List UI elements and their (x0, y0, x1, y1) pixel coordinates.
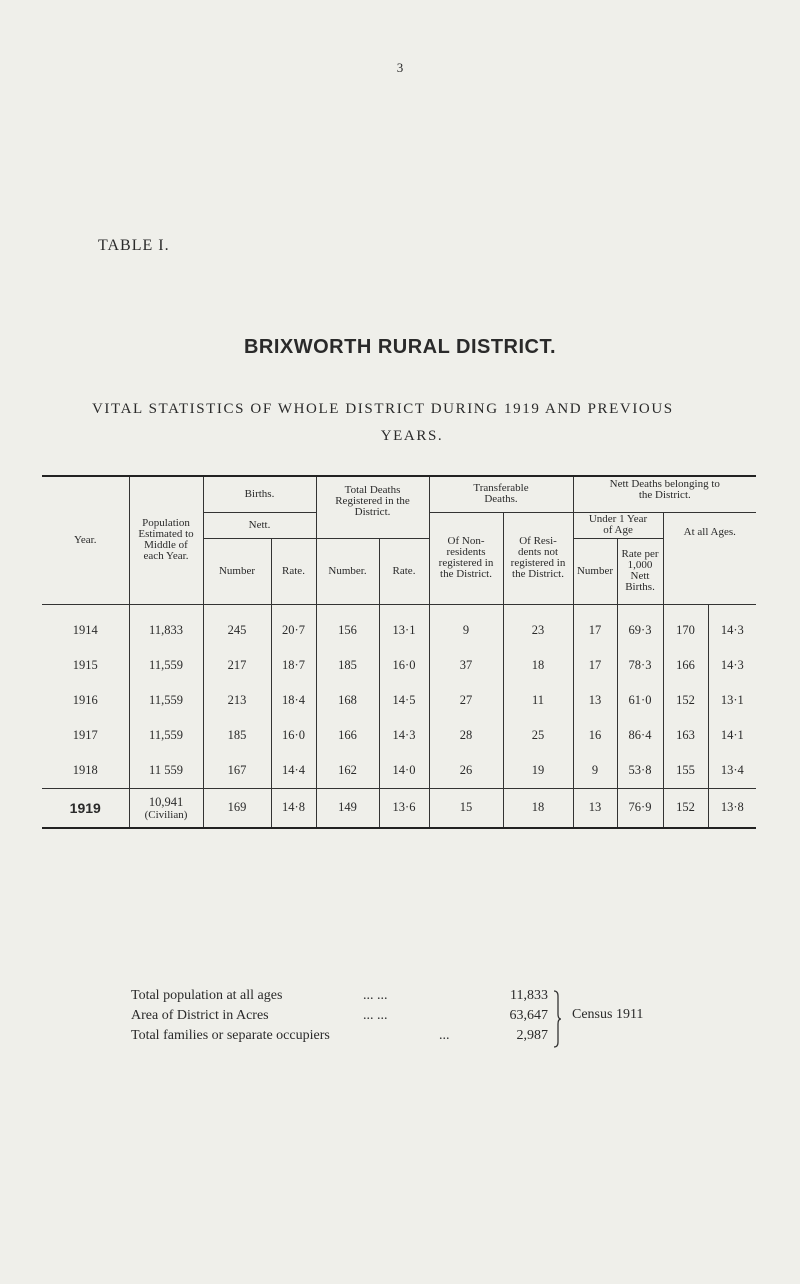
cell-all-number: 155 (663, 753, 708, 789)
summary-dots: ... ... (363, 988, 388, 1003)
cell-infant-rate: 78·3 (617, 648, 663, 683)
cell-births-rate: 18·7 (271, 648, 316, 683)
cell-year: 1917 (72, 727, 98, 742)
header-under-one-year: Under 1 Year of Age (573, 512, 663, 538)
cell-infant-number: 13 (573, 788, 617, 828)
cell-all-rate: 13·1 (708, 683, 756, 718)
summary-label: Total population at all ages (131, 988, 283, 1003)
cell-year: 1914 (72, 622, 98, 637)
cell-all-rate: 14·3 (708, 613, 756, 648)
document-subtitle (92, 396, 732, 450)
cell-births-rate: 18·4 (271, 683, 316, 718)
table-row (42, 648, 756, 683)
header-births-rate: Rate. (271, 538, 316, 604)
population-note: (Civilian) (144, 808, 188, 821)
cell-births-number: 217 (203, 648, 271, 683)
cell-births-number: 169 (203, 788, 271, 828)
cell-deaths-number: 166 (316, 718, 379, 753)
cell-year: 1918 (72, 762, 98, 777)
cell-population: 11,559 (129, 683, 203, 718)
cell-deaths-number: 185 (316, 648, 379, 683)
cell-deaths-number: 149 (316, 788, 379, 828)
cell-all-rate: 14·3 (708, 648, 756, 683)
table-row (42, 718, 756, 753)
header-infant-number: Number (573, 538, 617, 604)
cell-population: 11,559 (129, 718, 203, 753)
header-births-number: Number (203, 538, 271, 604)
cell-non-residents: 15 (429, 788, 503, 828)
header-population: Population Estimated to Middle of each Year. (129, 476, 203, 604)
cell-residents-not: 11 (503, 683, 573, 718)
header-all-ages: At all Ages. (663, 512, 756, 604)
header-nett-deaths: Nett Deaths belonging to the District. (573, 476, 756, 512)
cell-infant-number: 13 (573, 683, 617, 718)
cell-births-rate: 14·4 (271, 753, 316, 789)
cell-year: 1915 (72, 657, 98, 672)
cell-deaths-rate: 16·0 (379, 648, 429, 683)
census-label: Census 1911 (572, 1007, 644, 1022)
cell-deaths-number: 156 (316, 613, 379, 648)
cell-all-rate: 13·8 (708, 788, 756, 828)
brace-icon (553, 990, 561, 1048)
cell-births-number: 213 (203, 683, 271, 718)
header-nett: Nett. (203, 512, 316, 538)
summary-value: 11,833 (510, 988, 548, 1003)
cell-year: 1916 (72, 692, 98, 707)
cell-all-rate: 14·1 (708, 718, 756, 753)
header-infant-rate: Rate per 1,000 Nett Births. (617, 538, 663, 604)
cell-births-rate: 14·8 (271, 788, 316, 828)
cell-births-number: 167 (203, 753, 271, 789)
cell-births-number: 185 (203, 718, 271, 753)
cell-births-rate: 16·0 (271, 718, 316, 753)
header-transferable-deaths: Transferable Deaths. (429, 476, 573, 512)
table-label: TABLE I. (98, 237, 170, 254)
header-separator (42, 604, 756, 613)
table-row (42, 613, 756, 648)
cell-deaths-number: 168 (316, 683, 379, 718)
cell-deaths-rate: 13·1 (379, 613, 429, 648)
subtitle-line-1: VITAL STATISTICS OF WHOLE DISTRICT DURING 1919 AND PREVIOUS (92, 401, 674, 417)
header-deaths-rate: Rate. (379, 538, 429, 604)
cell-infant-rate: 69·3 (617, 613, 663, 648)
summary-label: Area of District in Acres (131, 1008, 269, 1023)
cell-non-residents: 26 (429, 753, 503, 789)
cell-deaths-rate: 14·3 (379, 718, 429, 753)
summary-label: Total families or separate occupiers (131, 1028, 330, 1043)
cell-non-residents: 37 (429, 648, 503, 683)
vital-statistics-table (42, 475, 756, 829)
cell-all-number: 163 (663, 718, 708, 753)
header-deaths-number: Number. (316, 538, 379, 604)
cell-all-number: 152 (663, 788, 708, 828)
page-number: 3 (396, 60, 404, 75)
cell-deaths-rate: 14·5 (379, 683, 429, 718)
cell-all-rate: 13·4 (708, 753, 756, 789)
cell-non-residents: 9 (429, 613, 503, 648)
table-row (42, 753, 756, 789)
cell-infant-rate: 53·8 (617, 753, 663, 789)
cell-deaths-rate: 14·0 (379, 753, 429, 789)
cell-population (129, 788, 203, 828)
cell-population: 11 559 (129, 753, 203, 789)
header-births: Births. (203, 476, 316, 512)
cell-infant-rate: 86·4 (617, 718, 663, 753)
summary-value: 63,647 (509, 1008, 548, 1023)
document-title: BRIXWORTH RURAL DISTRICT. (243, 336, 557, 358)
cell-residents-not: 18 (503, 788, 573, 828)
cell-infant-number: 16 (573, 718, 617, 753)
cell-residents-not: 19 (503, 753, 573, 789)
cell-deaths-rate: 13·6 (379, 788, 429, 828)
cell-residents-not: 23 (503, 613, 573, 648)
table-row (42, 683, 756, 718)
cell-infant-rate: 61·0 (617, 683, 663, 718)
subtitle-line-2: YEARS. (380, 428, 444, 444)
cell-all-number: 170 (663, 613, 708, 648)
header-non-residents: Of Non-residents registered in the District. (429, 512, 503, 604)
cell-all-number: 152 (663, 683, 708, 718)
summary-dots: ... ... (363, 1008, 388, 1023)
cell-infant-number: 17 (573, 613, 617, 648)
cell-deaths-number: 162 (316, 753, 379, 789)
summary-value: 2,987 (516, 1028, 548, 1043)
cell-births-rate: 20·7 (271, 613, 316, 648)
cell-non-residents: 27 (429, 683, 503, 718)
cell-population: 11,559 (129, 648, 203, 683)
header-residents-not: Of Resi-dents not registered in the District. (503, 512, 573, 604)
summary-dots: ... (439, 1028, 450, 1043)
cell-infant-number: 17 (573, 648, 617, 683)
cell-births-number: 245 (203, 613, 271, 648)
cell-population: 11,833 (129, 613, 203, 648)
population-value: 10,941 (148, 794, 184, 809)
cell-all-number: 166 (663, 648, 708, 683)
cell-year: 1919 (42, 788, 129, 828)
table-row-1919 (42, 788, 756, 828)
header-total-deaths: Total Deaths Registered in the District. (316, 476, 429, 538)
cell-residents-not: 25 (503, 718, 573, 753)
cell-residents-not: 18 (503, 648, 573, 683)
cell-infant-number: 9 (573, 753, 617, 789)
cell-infant-rate: 76·9 (617, 788, 663, 828)
header-year: Year. (74, 533, 97, 546)
cell-non-residents: 28 (429, 718, 503, 753)
